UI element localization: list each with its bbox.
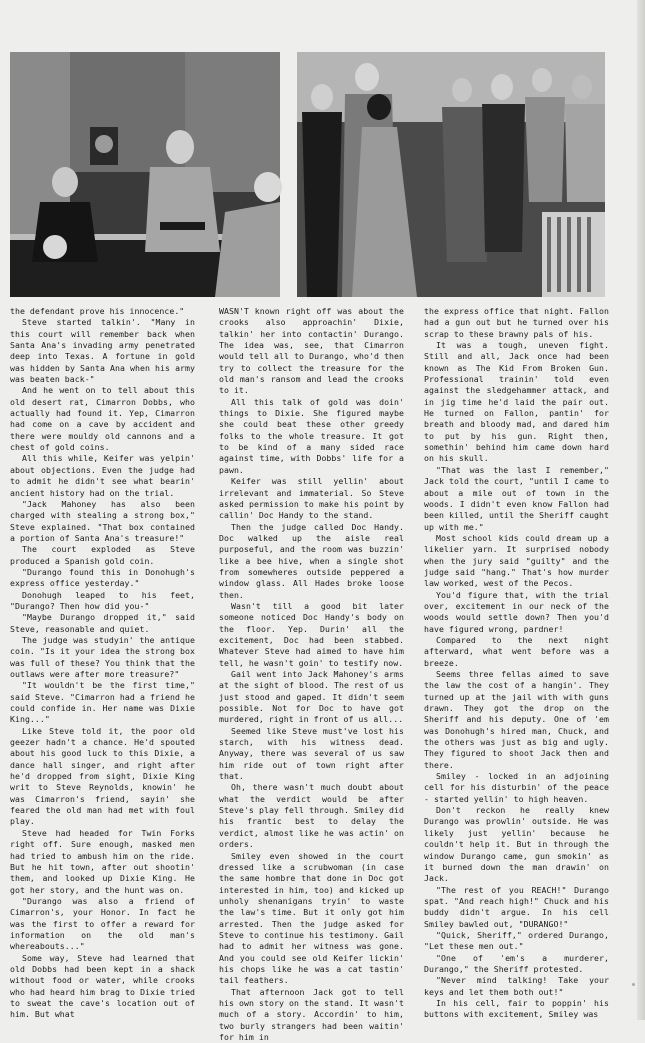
paragraph: Smiley - locked in an adjoining cell for his disturbin' of the peace - started yellin' to high heaven. [424,771,609,804]
courtroom-scene-photo [10,52,280,297]
paragraph: Seemed like Steve must've lost his starch, with his witness dead. Anyway, there was several of us saw him ride out of town right after that. [219,725,404,782]
paragraph: All this while, Keifer was yelpin' about objections. Even the judge had to admit he didn't see what bearin' ancient history had on the trial. [10,453,195,498]
paragraph: Steve had headed for Twin Forks right off. Sure enough, masked men had tried to ambush him on the ride. But he hit town, after out shootin' them, and looked up Dixie King. He got her story, and the hunt was on. [10,827,195,895]
text-column-1 [10,306,195,1020]
paragraph: "Durango found this in Donohugh's express office yesterday." [10,566,195,589]
paragraph: All this talk of gold was doin' things to Dixie. She figured maybe she could beat these other greedy folks to the whole treasure. It got to be kind of a many sided race against time, with Dobbs' life for a pawn. [219,396,404,475]
paragraph: The court exploded as Steve produced a Spanish gold coin. [10,544,195,566]
page-mark [632,983,635,986]
paragraph: Don't reckon he really knew Durango was prowlin' outside. He was likely just yellin' because he couldn't help it. But in through the window Durango came, gun smokin' as it burned down the man drawin' on Jack. [424,805,609,884]
page-edge [637,0,645,1020]
paragraph: The judge was studyin' the antique coin. "Is it your idea the strong box was full of these? You think that the outlaws were after more treasure?" [10,634,195,679]
paragraph: "The rest of you REACH!" Durango spat. "And reach high!" Chuck and his buddy didn't argue. In his cell Smiley bawled out, "DURANGO!" [424,884,609,929]
paragraph: "It wouldn't be the first time," said Steve. "Cimarron had a friend he could confide in. Her name was Dixie King..." [10,680,195,725]
paragraph: In his cell, fair to poppin' his buttons with excitement, Smiley was [424,997,609,1020]
paragraph: Oh, there wasn't much doubt about what the verdict would be after Steve's play fell through. Smiley did his frantic best to delay the verdict, almost like he was actin' on orders. [219,782,404,850]
paragraph: "Durango was also a friend of Cimarron's, your Honor. In fact he was the first to offer a reward for information on the old man's whereabouts..." [10,895,195,952]
paragraph: And he went on to tell about this old desert rat, Cimarron Dobbs, who actually had found it. Yep, Cimarron had come on a cave by accident and there were mouldy old cannons and a chest of gold coins. [10,385,195,453]
paragraph: "Quick, Sheriff," ordered Durango, "Let these men out." [424,929,609,952]
paragraph: the defendant prove his innocence." [10,306,185,316]
paragraph: Gail went into Jack Mahoney's arms at the sight of blood. The rest of us just stood and gaped. It didn't seem possible. Not for Doc to have got murdered, right in front of us all... [219,669,404,725]
paragraph: Donohugh leaped to his feet, "Durango? Then how did you-" [10,589,195,611]
paragraph: Wasn't till a good bit later someone noticed Doc Handy's body on the floor. Yep. Durin' all the excitement, Doc had been stabbed. Whatever Steve had aimed to have him tell, he wasn't goin' to testify now. [219,600,404,668]
paragraph: "Maybe Durango dropped it," said Steve, reasonable and quiet. [10,612,195,634]
paragraph: "Jack Mahoney has also been charged with stealing a strong box," Steve explained. "That box contained a portion of Santa Ana's treasure!" [10,498,195,543]
paragraph: That afternoon Jack got to tell his own story on the stand. It wasn't much of a story. Accordin' to him, two burly strangers had been waitin' for him in [219,986,404,1042]
paragraph: Smiley even showed in the court dressed like a scrubwoman (in case the same hombre that done in Doc got interested in him, too) and kicked up unholy shenanigans tryin' to waste the law's time. But it only got him arrested. Then the judge asked for Steve to continue his testimony. Gail had to admit her witness was gone. And you could see old Keifer lickin' his chops like he was a cat tastin' tail feathers. [219,850,404,986]
paragraph: Seems three fellas aimed to save the law the cost of a hangin'. They turned up at the jail with with guns drawn. They got the drop on the Sheriff and his deputy. One of 'em was Donohugh's hired man, Chuck, and the others was just as big and ugly. They figured to shoot Jack then and there. [424,669,609,770]
text-column-3 [424,306,609,1020]
paragraph: Keifer was still yellin' about irrelevant and immaterial. So Steve asked permission to make his point by callin' Doc Handy to the stand. [219,476,404,521]
paragraph: Compared to the next night afterward, what went before was a breeze. [424,634,609,668]
paragraph: Some way, Steve had learned that old Dobbs had been kept in a shack without food or water, while crooks who had heard him brag to Dixie tried to sweat the cave's location out of him. But what [10,952,195,1020]
paragraph: It was a tough, uneven fight. Still and all, Jack once had been known as The Kid From Broken Gun. Professional trainin' told even against the sledgehammer attack, and in jig time he'd laid the pair out. He turned on Fallon, pantin' for breath and bloody mad, and dared him to put by his gun. Right then, somethin' behind him came down hard on his skull. [424,340,609,464]
paragraph: Then the judge called Doc Handy. Doc walked up the aisle real purposeful, and the room was buzzin' like a bee hive, when a single shot from somewheres outside peppered a window glass. All Hades broke loose then. [219,521,404,600]
paragraph: the express office that night. Fallon had a gun out but he turned over his scrap to these brawny pals of his. [424,306,609,339]
embrace-scene-photo [297,52,605,297]
paragraph: "That was the last I remember," Jack told the court, "until I came to about a mile out of town in the woods. I didn't even know Fallon had been killed, until the Sheriff caught up with me." [424,464,609,532]
paragraph: WASN'T known right off was about the crooks also approachin' Dixie, talkin' her into contactin' Durango. The idea was, see, that Cimarron would tell all to Durango, who'd then try to collect the treasure for the old man's ransom and lead the crooks to it. [219,306,404,396]
paragraph: "Never mind talking! Take your keys and let them both out!" [424,975,609,997]
paragraph: Most school kids could dream up a likelier yarn. It surprised nobody when the jury said "guilty" and the judge said "hang." That's how murder law worked, west of the Pecos. [424,532,609,589]
text-column-2 [219,306,404,1042]
paragraph: You'd figure that, with the trial over, excitement in our neck of the woods would settle down? Then you'd have figured wrong, pardner! [424,589,609,634]
paragraph: "One of 'em's a murderer, Durango," the Sheriff protested. [424,952,609,974]
paragraph: Like Steve told it, the poor old geezer hadn't a chance. He'd spouted about his good luck to this Dixie, a dance hall singer, and right after he'd dropped from sight, Dixie King writ to Steve Reynolds, knowin' he was Cimarron's friend, sayin' she feared the old man had met with foul play. [10,725,195,827]
paragraph: Steve started talkin'. "Many in this court will remember back when Santa Ana's invading army penetrated deep into Texas. A fortune in gold was hidden by Santa Ana when his army was beaten back-" [10,317,195,385]
